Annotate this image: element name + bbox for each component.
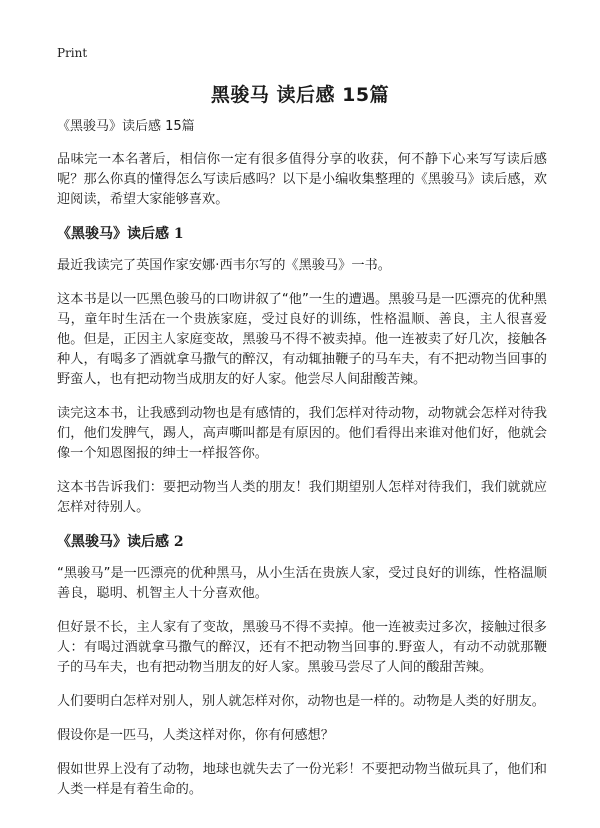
section-2-paragraph: 但好景不长，主人家有了变故，黑骏马不得不卖掉。他一连被卖过多次，接触过很多人：有喝过酒就拿马撒气的醉汉，还有不把动物当回事的.野蛮人，有动不动就那鞭子的马车夫，也有把动物当朋友的好人家。黑骏马尝尽了人间的酸甜苦辣。 [57,620,547,675]
article-subtitle: 《黑骏马》读后感 15篇 [57,119,195,134]
page-title: 黑骏马 读后感 15篇 [210,84,390,106]
section-2-paragraph: “黑骏马”是一匹漂亮的优种黑马，从小生活在贵族人家，受过良好的训练，性格温顺善良，聪明、机智主人十分喜欢他。 [57,566,547,601]
section-1-paragraph: 最近我读完了英国作家安娜·西韦尔写的《黑骏马》一书。 [57,258,391,273]
print-link[interactable]: Print [57,46,88,60]
section-heading-1: 《黑骏马》读后感 1 [57,226,184,242]
section-2-paragraph: 假如世界上没有了动物，地球也就失去了一份光彩！不要把动物当做玩具了，他们和人类一样是有着生命的。 [57,762,547,797]
section-heading-2: 《黑骏马》读后感 2 [57,534,184,550]
section-2-paragraph: 人们要明白怎样对别人，别人就怎样对你，动物也是一样的。动物是人类的好朋友。 [57,694,545,709]
section-2-paragraph: 假设你是一匹马，人类这样对你，你有何感想？ [57,728,334,743]
section-1-paragraph: 读完这本书，让我感到动物也是有感情的，我们怎样对待动物，动物就会怎样对待我们，他们发脾气，踢人，高声嘶叫都是有原因的。他们看得出来谁对他们好，他就会像一个知恩图报的绅士一样报答你。 [57,406,547,461]
section-1-paragraph: 这本书告诉我们：要把动物当人类的朋友！我们期望别人怎样对待我们，我们就就应怎样对待别人。 [57,480,547,515]
intro-paragraph: 品味完一本名著后，相信你一定有很多值得分享的收获，何不静下心来写写读后感呢？那么你真的懂得怎么写读后感吗？以下是小编收集整理的《黑骏马》读后感，欢迎阅读，希望大家能够喜欢。 [57,152,547,207]
section-1-paragraph: 这本书是以一匹黑色骏马的口吻讲叙了“他”一生的遭遇。黑骏马是一匹漂亮的优种黑马，童年时生活在一个贵族家庭，受过良好的训练，性格温顺、善良，主人很喜爱他。但是，正因主人家庭变故，黑骏马不得不被卖掉。他一连被卖了好几次，接触各种人，有喝多了酒就拿马撒气的醉汉，有动辄抽鞭子的马车夫，有不把动物当回事的野蛮人，也有把动物当成朋友的好人家。他尝尽人间甜酸苦辣。 [57,292,547,387]
article-body [57,118,547,814]
